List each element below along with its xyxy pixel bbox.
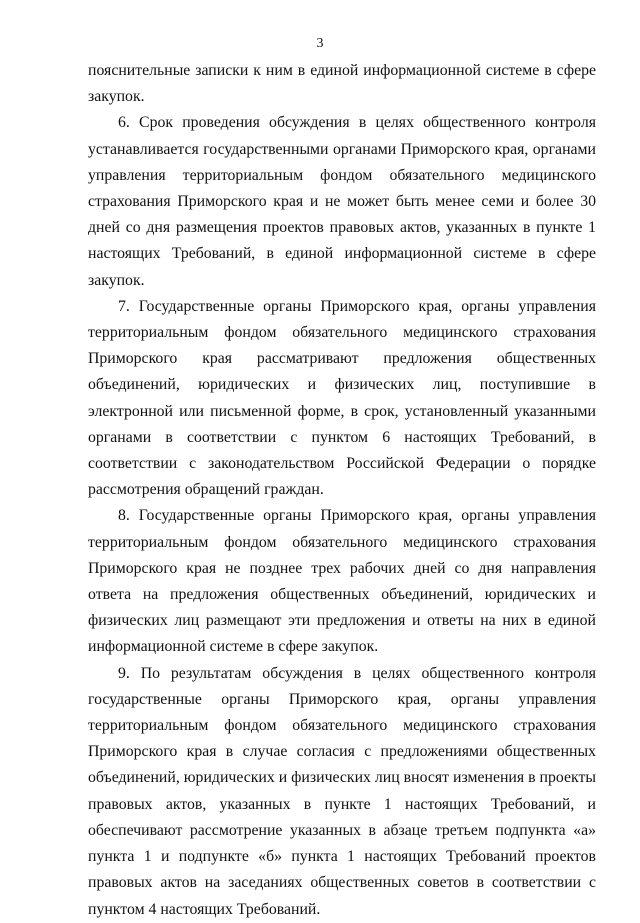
document-body: [88, 58, 596, 923]
paragraph-item-9: 9. По результатам обсуждения в целях общественного контроля государственные органы Приморского края, органы управления территориальным фондом обязательного медицинского страхования Приморского края в случае согласия с предложениями общественных объединений, юридических и физических лиц вносят изменения в проекты правовых актов, указанных в пункте 1 настоящих Требований, и обеспечивают рассмотрение указанных в абзаце третьем подпункта «а» пункта 1 и подпункте «б» пункта 1 настоящих Требований проектов правовых актов на заседаниях общественных советов в соответствии с пунктом 4 настоящих Требований.: [88, 664, 596, 918]
paragraph-item-7: 7. Государственные органы Приморского края, органы управления территориальным фондом обязательного медицинского страхования Приморского края рассматривают предложения общественных объединений, юридических и физических лиц, поступившие в электронной или письменной форме, в срок, установленный указанными органами в соответствии с пунктом 6 настоящих Требований, в соответствии с законодательством Российской Федерации о порядке рассмотрения обращений граждан.: [88, 297, 596, 499]
paragraph-continuation: пояснительные записки к ним в единой информационной системе в сфере закупок.: [88, 62, 596, 106]
paragraph-item-6: 6. Срок проведения обсуждения в целях общественного контроля устанавливается государственными органами Приморского края, органами управления территориальным фондом обязательного медицинского страхования Приморского края и не может быть менее семи и более 30 дней со дня размещения проектов правовых актов, указанных в пункте 1 настоящих Требований, в единой информационной системе в сфере закупок.: [88, 114, 596, 289]
page-number: 3: [316, 36, 324, 51]
paragraph-item-8: 8. Государственные органы Приморского края, органы управления территориальным фондом обязательного медицинского страхования Приморского края не позднее трех рабочих дней со дня направления ответа на предложения общественных объединений, юридических и физических лиц размещают эти предложения и ответы на них в единой информационной системе в сфере закупок.: [88, 507, 596, 656]
